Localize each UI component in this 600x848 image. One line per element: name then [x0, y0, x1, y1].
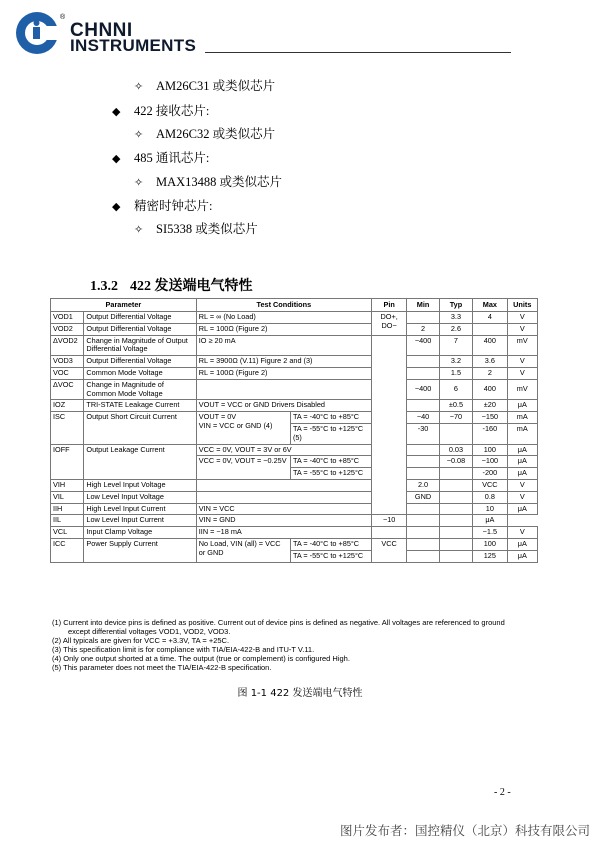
- list-item: ✧ AM26C31 或类似芯片: [134, 79, 276, 93]
- footnote: (5) This parameter does not meet the TIA/EIA-422-B specification.: [52, 663, 272, 673]
- diamond-outline-icon: ✧: [134, 80, 144, 93]
- table-row: IOFF Output Leakage Current VCC = 0V, VOUT = 3V or 6V 0.03 100 μA: [51, 444, 538, 456]
- header-rule: [205, 52, 511, 53]
- company-logo-icon: [14, 10, 66, 56]
- brand-name-line1: CHNNI: [70, 20, 133, 41]
- table-row: TA = -55°C to +125°C 125 μA: [51, 550, 538, 562]
- figure-caption: 图 1-1 422 发送端电气特性: [237, 688, 363, 699]
- list-item: ◆ 422 接收芯片:: [112, 104, 210, 118]
- section-title: 422 发送端电气特性: [130, 279, 253, 294]
- footnote: (2) All typicals are given for VCC = +3.3V, TA = +25C.: [52, 636, 230, 646]
- table-row: VOC Common Mode Voltage RL = 100Ω (Figure 2) 1.5 2 V: [51, 367, 538, 379]
- diamond-outline-icon: ✧: [134, 223, 144, 236]
- brand-name-line2: INSTRUMENTS: [70, 36, 197, 55]
- table-header-row: Parameter Test Conditions Pin Min Typ Max Units: [51, 299, 538, 312]
- table-row: IIH High Level Input Current VIN = VCC 10 μA: [51, 503, 538, 515]
- list-item: ✧ SI5338 或类似芯片: [134, 222, 258, 236]
- table-row: TA = -55°C to +125°C -200 μA: [51, 468, 538, 480]
- table-row: VIL Low Level Input Voltage GND 0.8 V: [51, 491, 538, 503]
- footnote: except differential voltages VOD1, VOD2, VOD3.: [68, 627, 231, 637]
- table-row: ΔVOD2 Change in Magnitude of Output Differential Voltage IO ≥ 20 mA −400 7 400 mV: [51, 335, 538, 356]
- table-footnotes: [52, 618, 542, 673]
- table-row: VOD1 Output Differential Voltage RL = ∞ (No Load) DO+, DO− 3.3 4 V: [51, 312, 538, 324]
- registered-mark: ®: [60, 14, 66, 21]
- footnote: (3) This specification limit is for compliance with TIA/EIA-422-B and ITU-T V.11.: [52, 645, 315, 655]
- list-item: ◆ 精密时钟芯片:: [112, 199, 213, 213]
- diamond-filled-icon: ◆: [112, 200, 121, 213]
- pin-vcc: VCC: [371, 538, 406, 562]
- footnote: (4) Only one output shorted at a time. The output (true or complement) is configured High.: [52, 654, 350, 664]
- electrical-characteristics-table: [50, 298, 538, 563]
- table-row: ICC Power Supply Current No Load, VIN (all) = VCC or GND TA = -40°C to +85°C VCC 100 μA: [51, 538, 538, 550]
- table-row: VCC = 0V, VOUT = −0.25V TA = -40°C to +85°C −0.08 −100 μA: [51, 456, 538, 468]
- pin-do: DO+, DO−: [371, 312, 406, 336]
- diamond-filled-icon: ◆: [112, 105, 121, 118]
- table-row: IOZ TRI-STATE Leakage Current VOUT = VCC or GND Drivers Disabled ±0.5 ±20 μA: [51, 400, 538, 412]
- list-item: ✧ AM26C32 或类似芯片: [134, 127, 276, 141]
- list-item: ◆ 485 通讯芯片:: [112, 151, 210, 165]
- table-row: TA = -55°C to +125°C (5) -30 -160 mA: [51, 423, 538, 444]
- table-row: ISC Output Short Circuit Current VOUT = 0V VIN = VCC or GND (4) TA = -40°C to +85°C −40 −70 −150 mA: [51, 412, 538, 424]
- diamond-outline-icon: ✧: [134, 128, 144, 141]
- diamond-outline-icon: ✧: [134, 176, 144, 189]
- diamond-filled-icon: ◆: [112, 152, 121, 165]
- table-row: VCL Input Clamp Voltage IIN = −18 mA −1.5 V: [51, 527, 538, 539]
- section-number: 1.3.2: [90, 279, 118, 294]
- table-row: ΔVOC Change in Magnitude of Common Mode Voltage −400 6 400 mV: [51, 379, 538, 400]
- publisher-credit: 图片发布者：国控精仪（北京）科技有限公司: [339, 823, 590, 838]
- table-row: VOD2 Output Differential Voltage RL = 100Ω (Figure 2) 2 2.6 V: [51, 323, 538, 335]
- footnote: (1) Current into device pins is defined as positive. Current out of device pins is defined as negative. All voltages are referenced to ground: [52, 618, 505, 627]
- section-heading: [90, 275, 265, 295]
- list-item: ✧ MAX13488 或类似芯片: [134, 175, 283, 189]
- table-row: VIH High Level Input Voltage 2.0 VCC V: [51, 479, 538, 491]
- table-row: VOD3 Output Differential Voltage RL = 3900Ω (V.11) Figure 2 and (3) 3.2 3.6 V: [51, 356, 538, 368]
- page-number: - 2 -: [494, 787, 511, 798]
- table-row: IIL Low Level Input Current VIN = GND −10 μA: [51, 515, 538, 527]
